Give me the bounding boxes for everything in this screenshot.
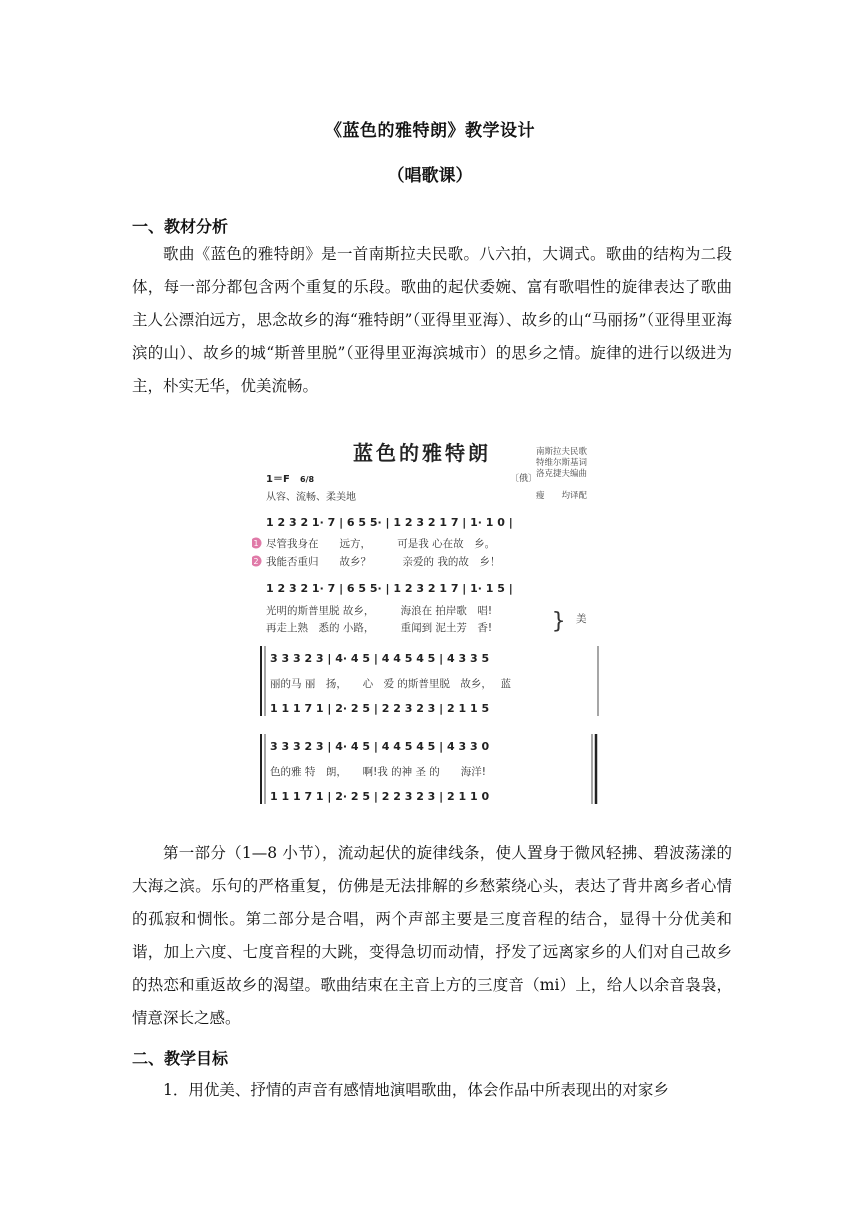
score-line-1-lyric-2: 我能否重归 故乡？ 亲爱的 我的故 乡！ xyxy=(266,556,501,568)
score-credit-2: 特维尔斯基词 xyxy=(536,458,588,468)
score-line-2-brace: } xyxy=(552,609,566,634)
objective-item-1: 1．用优美、抒情的声音有感情地演唱歌曲，体会作品中所表现出的对家乡 xyxy=(163,1081,669,1099)
score-line-4-lyric: 色的雅 特 朗， 啊!我 的神 圣 的 海洋! xyxy=(270,766,487,778)
score-line-1-lyric-1: 尽管我身在 远方， 可是我 心在故 乡。 xyxy=(266,538,496,550)
sheet-music-figure xyxy=(252,432,604,808)
score-line-4-notes-top: 3 3 3 2 3 | 4· 4 5 | 4 4 5 4 5 | 4 3 3 0 xyxy=(270,740,490,753)
verse-marker-1-label: 1 xyxy=(253,539,259,548)
score-line-3-notes-bottom: 1 1 1 7 1 | 2· 2 5 | 2 2 3 2 3 | 2 1 1 5 xyxy=(270,702,490,715)
score-line-4-notes-bottom: 1 1 1 7 1 | 2· 2 5 | 2 2 3 2 3 | 2 1 1 0 xyxy=(270,790,490,803)
score-time: 6/8 xyxy=(300,475,315,484)
score-tempo: 从容、流畅、柔美地 xyxy=(266,492,356,503)
score-line-3-lyric: 丽的马 丽 扬， 心 爱 的斯普里脱 故乡， 蓝 xyxy=(270,678,512,690)
score-line-2-lyric-2: 再走上熟 悉的 小路， 重闻到 泥土芳 香! xyxy=(266,622,493,634)
score-key: 1＝F xyxy=(266,474,290,485)
score-title: 蓝色的雅特朗 xyxy=(353,441,491,465)
score-line-2-tail: 美 xyxy=(576,613,587,625)
score-credit-3: 洛克捷夫编曲 xyxy=(536,469,588,479)
score-line-2-lyric-1: 光明的斯普里脱 故乡， 海浪在 拍岸歌 唱! xyxy=(266,605,493,617)
section-heading-objectives: 二、教学目标 xyxy=(132,1049,229,1068)
doc-title: 《蓝色的雅特朗》教学设计 xyxy=(325,121,535,141)
verse-marker-2-label: 2 xyxy=(253,557,259,566)
analysis-paragraph-1: 歌曲《蓝色的雅特朗》是一首南斯拉夫民歌。八六拍，大调式。歌曲的结构为二段体，每一部分都包含两个重复的乐段。歌曲的起伏委婉、富有歌唱性的旋律表达了歌曲主人公漂泊远方，思念故乡的海“雅特朗”（亚得里亚海）、故乡的山“马丽扬”（亚得里亚海滨的山）、故乡的城“斯普里脱”（亚得里亚海滨城市）的思乡之情。旋律的进行以级进为主，朴实无华，优美流畅。 xyxy=(132,245,732,395)
score-line-3-notes-top: 3 3 3 2 3 | 4· 4 5 | 4 4 5 4 5 | 4 3 3 5 xyxy=(270,652,490,665)
score-credit-prefix: 〔俄〕 xyxy=(510,474,538,484)
score-line-1-notes: 1 2 3 2 1· 7 | 6 5 5· | 1 2 3 2 1 7 | 1· 1 0 | xyxy=(266,516,513,529)
score-line-2-notes: 1 2 3 2 1· 7 | 6 5 5· | 1 2 3 2 1 7 | 1· 1 5 | xyxy=(266,582,513,595)
analysis-paragraph-2: 第一部分（1—8 小节），流动起伏的旋律线条，使人置身于微风轻拂、碧波荡漾的大海之滨。乐句的严格重复，仿佛是无法排解的乡愁萦绕心头，表达了背井离乡者心情的孤寂和惆怅。第二部分是合唱，两个声部主要是三度音程的结合，显得十分优美和谐，加上六度、七度音程的大跳，变得急切而动情，抒发了远离家乡的人们对自己故乡的热恋和重返故乡的渴望。歌曲结束在主音上方的三度音（mi）上，给人以余音袅袅，情意深长之感。 xyxy=(132,844,732,1027)
score-credit-4: 瘦 均译配 xyxy=(536,491,588,501)
score-credit-1: 南斯拉夫民歌 xyxy=(536,447,588,457)
section-heading-analysis: 一、教材分析 xyxy=(132,217,229,236)
doc-subtitle: （唱歌课） xyxy=(387,166,473,186)
